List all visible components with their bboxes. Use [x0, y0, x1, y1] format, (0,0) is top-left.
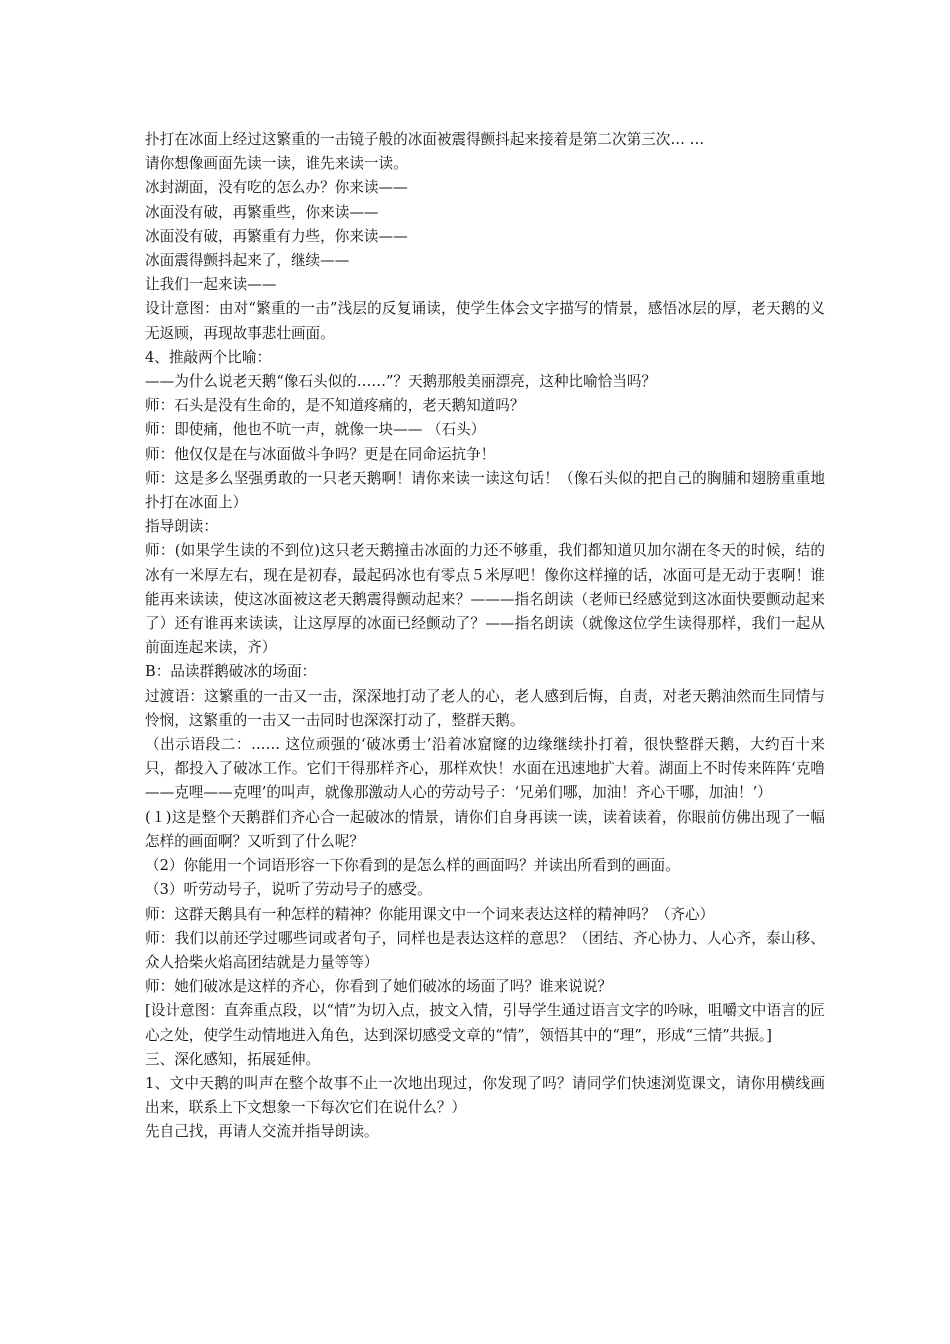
paragraph: 师：他仅仅是在与冰面做斗争吗？更是在同命运抗争！ — [145, 445, 496, 463]
paragraph: 师：石头是没有生命的，是不知道疼痛的，老天鹅知道吗？ — [145, 397, 525, 415]
section-heading: 指导朗读： — [145, 518, 218, 536]
paragraph: 扑打在冰面上经过这繁重的一击镜子般的冰面被震得颤抖起来接着是第二次第三次… … — [145, 131, 705, 148]
paragraph: 冰面没有破，再繁重些，你来读—— — [145, 203, 379, 221]
section-heading: 4、推敲两个比喻： — [145, 348, 272, 366]
paragraph: 师：这群天鹅具有一种怎样的精神？你能用课文中一个词来表达这样的精神吗？（齐心） — [145, 905, 715, 923]
document-body — [145, 128, 825, 1145]
paragraph: 师：即使痛，他也不吭一声，就像一块—— （石头） — [145, 421, 486, 439]
design-intent-paragraph: [设计意图：直奔重点段，以“情”为切入点，披文入情，引导学生通过语言文字的吟咏，咀嚼文中语言的匠心之处，使学生动情地进入角色，达到深切感受文章的“情”，领悟其中的“理”，形成“三情”共振。] — [145, 1002, 825, 1044]
paragraph: ——为什么说老天鹅“像石头似的……”？天鹅那般美丽漂亮，这种比喻恰当吗？ — [145, 373, 657, 391]
section-heading: 三、深化感知，拓展延伸。 — [145, 1050, 321, 1068]
paragraph: 冰面震得颤抖起来了，继续—— — [145, 252, 350, 270]
paragraph: 先自己找，再请人交流并指导朗读。 — [145, 1123, 379, 1141]
paragraph: 冰封湖面，没有吃的怎么办？你来读—— — [145, 179, 408, 197]
section-heading: B：品读群鹅破冰的场面： — [145, 663, 317, 681]
question-item: （2）你能用一个词语形容一下你看到的是怎么样的画面吗？并读出所看到的画面。 — [145, 857, 680, 875]
paragraph: 请你想像画面先读一读，谁先来读一读。 — [145, 155, 408, 173]
paragraph: 师：我们以前还学过哪些词或者句子，同样也是表达这样的意思？（团结、齐心协力、人心齐，泰山移、众人拾柴火焰高团结就是力量等等） — [145, 929, 825, 971]
question-item: (１)这是整个天鹅群们齐心合一起破冰的情景，请你们自身再读一读，读着读着，你眼前仿佛出现了一幅怎样的画面啊？又听到了什么呢？ — [145, 808, 825, 850]
paragraph: 1、文中天鹅的叫声在整个故事不止一次地出现过，你发现了吗？请同学们快速浏览课文，请你用横线画出来，联系上下文想象一下每次它们在说什么？） — [145, 1074, 825, 1117]
question-item: （3）听劳动号子，说听了劳动号子的感受。 — [145, 881, 432, 899]
quoted-passage: （出示语段二：…… 这位顽强的‘破冰勇士’沿着冰窟窿的边缘继续扑打着，很快整群天鹅，大约百十来只，都投入了破冰工作。它们干得那样齐心，那样欢快！水面在迅速地扩大着。湖面上不时传来阵阵‘克噜——克哩——克哩’的叫声，就像那激动人心的劳动号子：‘兄弟们哪，加油！齐心干哪，加油！’） — [145, 736, 825, 802]
paragraph: 师：她们破冰是这样的齐心，你看到了她们破冰的场面了吗？谁来说说？ — [145, 978, 613, 996]
paragraph: 过渡语：这繁重的一击又一击，深深地打动了老人的心，老人感到后悔，自责，对老天鹅油然而生同情与怜悯，这繁重的一击又一击同时也深深打动了，整群天鹅。 — [145, 687, 825, 729]
paragraph: 师：(如果学生读的不到位)这只老天鹅撞击冰面的力还不够重，我们都知道贝加尔湖在冬天的时候，结的冰有一米厚左右，现在是初春，最起码冰也有零点５米厚吧！像你这样撞的话，冰面可是无动于衷啊！谁能再来读读，使这冰面被这老天鹅震得颤动起来？———指名朗读（老师已经感觉到这冰面快要颤动起来了）还有谁再来读读，让这厚厚的冰面已经颤动了？——指名朗读（就像这位学生读得那样，我们一起从前面连起来读，齐） — [145, 542, 825, 657]
design-intent-paragraph: 设计意图：由对“繁重的一击”浅层的反复诵读，使学生体会文字描写的情景，感悟冰层的厚，老天鹅的义无返顾，再现故事悲壮画面。 — [145, 300, 825, 342]
paragraph: 冰面没有破，再繁重有力些，你来读—— — [145, 227, 408, 245]
paragraph: 师：这是多么坚强勇敢的一只老天鹅啊！请你来读一读这句话！（像石头似的把自己的胸脯和翅膀重重地扑打在冰面上） — [145, 469, 825, 512]
paragraph: 让我们一起来读—— — [145, 276, 277, 294]
